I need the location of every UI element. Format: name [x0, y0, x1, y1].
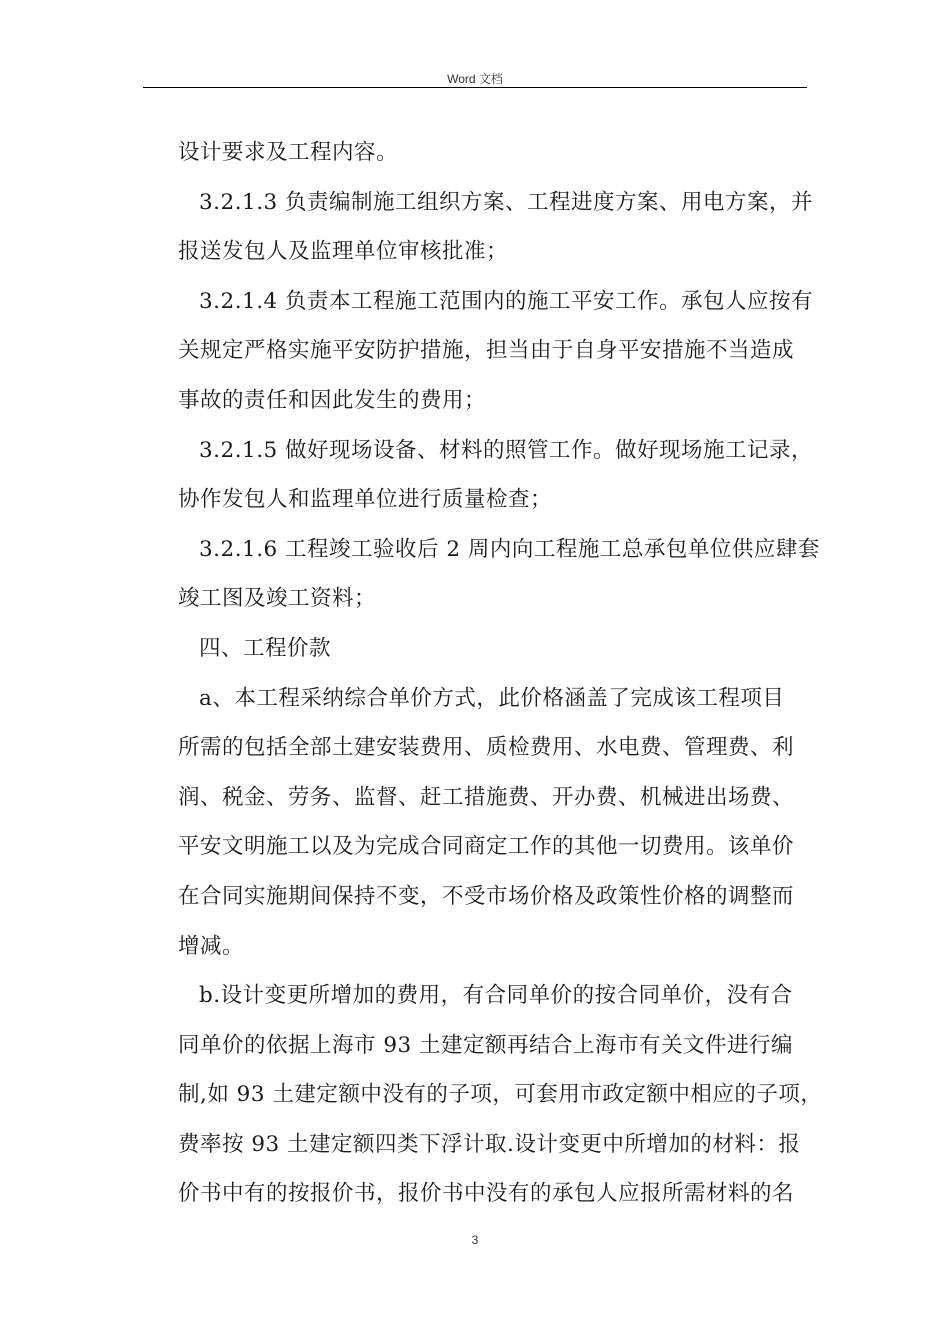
text-line: 增减。: [178, 933, 245, 959]
document-body: [178, 128, 823, 1219]
text-line: 在合同实施期间保持不变，不受市场价格及政策性价格的调整而: [178, 883, 795, 909]
text-line: 同单价的依据上海市 93 土建定额再结合上海市有关文件进行编: [178, 1032, 794, 1058]
page-number: 3: [471, 1233, 479, 1247]
text-line: 平安文明施工以及为完成合同商定工作的其他一切费用。该单价: [178, 834, 795, 860]
text-line: 报送发包人及监理单位审核批准；: [178, 239, 509, 265]
page-header: Word 文档: [447, 72, 503, 86]
text-line: 关规定严格实施平安防护措施，担当由于自身平安措施不当造成: [178, 338, 795, 364]
text-line: 润、税金、劳务、监督、赶工措施费、开办费、机械进出场费、: [178, 784, 795, 810]
text-line: 制,如 93 土建定额中没有的子项，可套用市政定额中相应的子项，: [178, 1082, 823, 1108]
text-line: 3.2.1.3 负责编制施工组织方案、工程进度方案、用电方案，并: [199, 189, 814, 215]
text-line: 四、工程价款: [199, 635, 332, 661]
text-line: 3.2.1.6 工程竣工验收后 2 周内向工程施工总承包单位供应肆套: [199, 536, 820, 562]
text-line: 协作发包人和监理单位进行质量检查；: [178, 487, 553, 513]
header-divider: [143, 87, 807, 88]
text-line: 费率按 93 土建定额四类下浮计取.设计变更中所增加的材料：报: [178, 1131, 801, 1157]
text-line: 3.2.1.4 负责本工程施工范围内的施工平安工作。承包人应按有: [199, 288, 814, 314]
text-line: a、本工程采纳综合单价方式，此价格涵盖了完成该工程项目: [199, 685, 785, 711]
text-line: 设计要求及工程内容。: [178, 140, 399, 165]
text-line: 所需的包括全部土建安装费用、质检费用、水电费、管理费、利: [178, 735, 795, 761]
text-line: 事故的责任和因此发生的费用；: [178, 387, 487, 413]
text-line: 竣工图及竣工资料；: [178, 586, 377, 612]
text-line: 价书中有的按报价书，报价书中没有的承包人应报所需材料的名: [178, 1181, 795, 1207]
text-line: 3.2.1.5 做好现场设备、材料的照管工作。做好现场施工记录，: [199, 437, 814, 463]
text-line: b.设计变更所增加的费用，有合同单价的按合同单价，没有合: [199, 983, 793, 1009]
